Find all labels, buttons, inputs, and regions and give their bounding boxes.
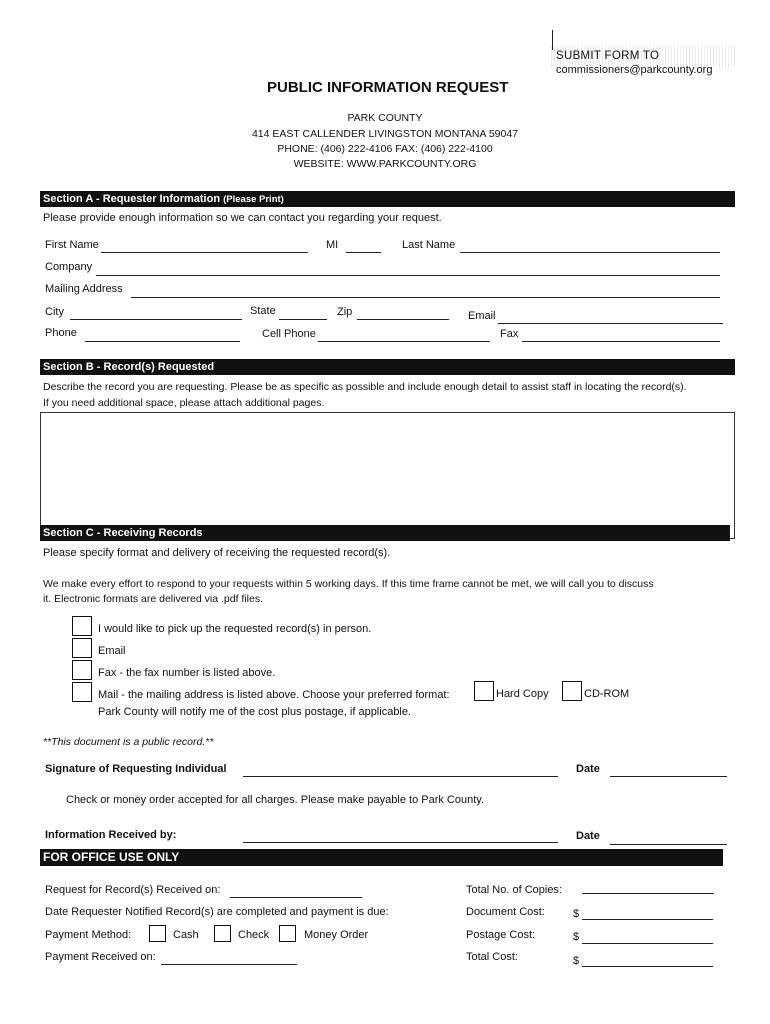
- hard-copy-label: Hard Copy: [496, 688, 549, 700]
- section-c-note-1: We make every effort to respond to your requests within 5 working days. If this time frame cannot be met, we will call you to discuss: [43, 578, 654, 590]
- payment-note: Check or money order accepted for all charges. Please make payable to Park County.: [66, 794, 485, 806]
- zip-field[interactable]: [357, 319, 449, 320]
- email-field[interactable]: [498, 323, 723, 324]
- first-name-field[interactable]: [101, 252, 308, 253]
- signature-label: Signature of Requesting Individual: [45, 763, 227, 775]
- payment-method-label: Payment Method:: [45, 929, 132, 941]
- fax-field[interactable]: [522, 341, 720, 342]
- info-received-field[interactable]: [243, 842, 558, 843]
- cash-checkbox[interactable]: [149, 925, 166, 942]
- section-c-header: Section C - Receiving Records: [40, 525, 730, 541]
- check-label: Check: [238, 929, 270, 941]
- payment-received-label: Payment Received on:: [45, 951, 156, 963]
- money-order-label: Money Order: [304, 929, 369, 941]
- signature-date-field[interactable]: [610, 776, 727, 777]
- county-address: 414 EAST CALLENDER LIVINGSTON MONTANA 59047: [251, 128, 519, 140]
- state-label: State: [250, 305, 276, 317]
- request-received-field[interactable]: [230, 897, 362, 898]
- section-b-instructions-2: If you need additional space, please attach additional pages.: [43, 397, 325, 409]
- email-label: Email: [468, 310, 496, 322]
- payment-received-field[interactable]: [161, 964, 297, 965]
- cd-rom-checkbox[interactable]: [562, 681, 582, 701]
- public-record-note: **This document is a public record.**: [43, 736, 214, 748]
- total-cost-label: Total Cost:: [466, 951, 518, 963]
- info-received-label: Information Received by:: [45, 829, 177, 841]
- postage-cost-label: Postage Cost:: [466, 929, 536, 941]
- document-cost-field[interactable]: [582, 919, 713, 920]
- money-order-checkbox[interactable]: [279, 925, 296, 942]
- fax-label: Fax: [500, 328, 519, 340]
- postage-cost-field[interactable]: [582, 943, 713, 944]
- date-notified-label: Date Requester Notified Record(s) are completed and payment is due:: [45, 906, 389, 918]
- section-a-header: [40, 191, 735, 207]
- county-name: PARK COUNTY: [347, 112, 423, 124]
- email-option-label: Email: [98, 645, 126, 657]
- cell-phone-label: Cell Phone: [262, 328, 316, 340]
- total-cost-dollar: $: [573, 955, 580, 967]
- section-a-title: Section A - Requester Information: [43, 193, 221, 205]
- zip-label: Zip: [337, 306, 353, 318]
- cell-phone-field[interactable]: [318, 341, 490, 342]
- phone-label: Phone: [45, 327, 77, 339]
- state-field[interactable]: [279, 319, 327, 320]
- mi-label: MI: [326, 239, 339, 251]
- mailing-address-label: Mailing Address: [45, 283, 123, 295]
- section-b-instructions-1: Describe the record you are requesting. Please be as specific as possible and include enough detail to assist staff in locating the record(s).: [43, 381, 687, 393]
- postage-cost-dollar: $: [573, 931, 580, 943]
- record-description-box[interactable]: [40, 412, 735, 539]
- submit-bracket: [552, 30, 553, 50]
- phone-field[interactable]: [85, 341, 240, 342]
- pickup-label: I would like to pick up the requested record(s) in person.: [98, 623, 372, 635]
- company-field[interactable]: [96, 275, 720, 276]
- total-cost-field[interactable]: [582, 966, 713, 967]
- section-a-title-note: (Please Print): [223, 194, 284, 205]
- cash-label: Cash: [173, 929, 199, 941]
- cd-rom-label: CD-ROM: [584, 688, 630, 700]
- county-phone: PHONE: (406) 222-4106 FAX: (406) 222-4100: [277, 143, 493, 155]
- company-label: Company: [45, 261, 93, 273]
- signature-date-label: Date: [576, 763, 600, 775]
- hard-copy-checkbox[interactable]: [474, 681, 494, 701]
- mail-option-note: Park County will notify me of the cost plus postage, if applicable.: [98, 706, 412, 718]
- mi-field[interactable]: [346, 252, 381, 253]
- fax-checkbox[interactable]: [72, 660, 92, 680]
- submit-email[interactable]: commissioners@parkcounty.org: [556, 64, 713, 76]
- fax-option-label: Fax - the fax number is listed above.: [98, 667, 276, 679]
- office-use-header: FOR OFFICE USE ONLY: [40, 849, 723, 866]
- info-received-date-label: Date: [576, 830, 600, 842]
- mail-checkbox[interactable]: [72, 682, 92, 702]
- signature-field[interactable]: [243, 776, 558, 777]
- last-name-field[interactable]: [460, 252, 720, 253]
- section-c-instructions: Please specify format and delivery of receiving the requested record(s).: [43, 547, 391, 559]
- section-a-instructions: Please provide enough information so we can contact you regarding your request.: [43, 212, 442, 224]
- section-b-header: Section B - Record(s) Requested: [40, 359, 735, 375]
- county-website: WEBSITE: WWW.PARKCOUNTY.ORG: [293, 158, 477, 170]
- city-field[interactable]: [70, 319, 242, 320]
- last-name-label: Last Name: [402, 239, 456, 251]
- section-c-note-2: it. Electronic formats are delivered via .pdf files.: [43, 593, 264, 605]
- mailing-address-field[interactable]: [131, 297, 720, 298]
- document-cost-label: Document Cost:: [466, 906, 545, 918]
- city-label: City: [45, 306, 64, 318]
- document-cost-dollar: $: [573, 908, 580, 920]
- pickup-checkbox[interactable]: [72, 616, 92, 636]
- email-checkbox[interactable]: [72, 638, 92, 658]
- request-received-label: Request for Record(s) Received on:: [45, 884, 221, 896]
- mail-option-label: Mail - the mailing address is listed above. Choose your preferred format:: [98, 689, 450, 701]
- page-title: PUBLIC INFORMATION REQUEST: [267, 79, 509, 96]
- total-copies-label: Total No. of Copies:: [466, 884, 562, 896]
- info-received-date-field[interactable]: [610, 844, 727, 845]
- submit-form-to: SUBMIT FORM TO: [556, 50, 660, 62]
- check-checkbox[interactable]: [214, 925, 231, 942]
- total-copies-field[interactable]: [582, 893, 714, 894]
- first-name-label: First Name: [45, 239, 99, 251]
